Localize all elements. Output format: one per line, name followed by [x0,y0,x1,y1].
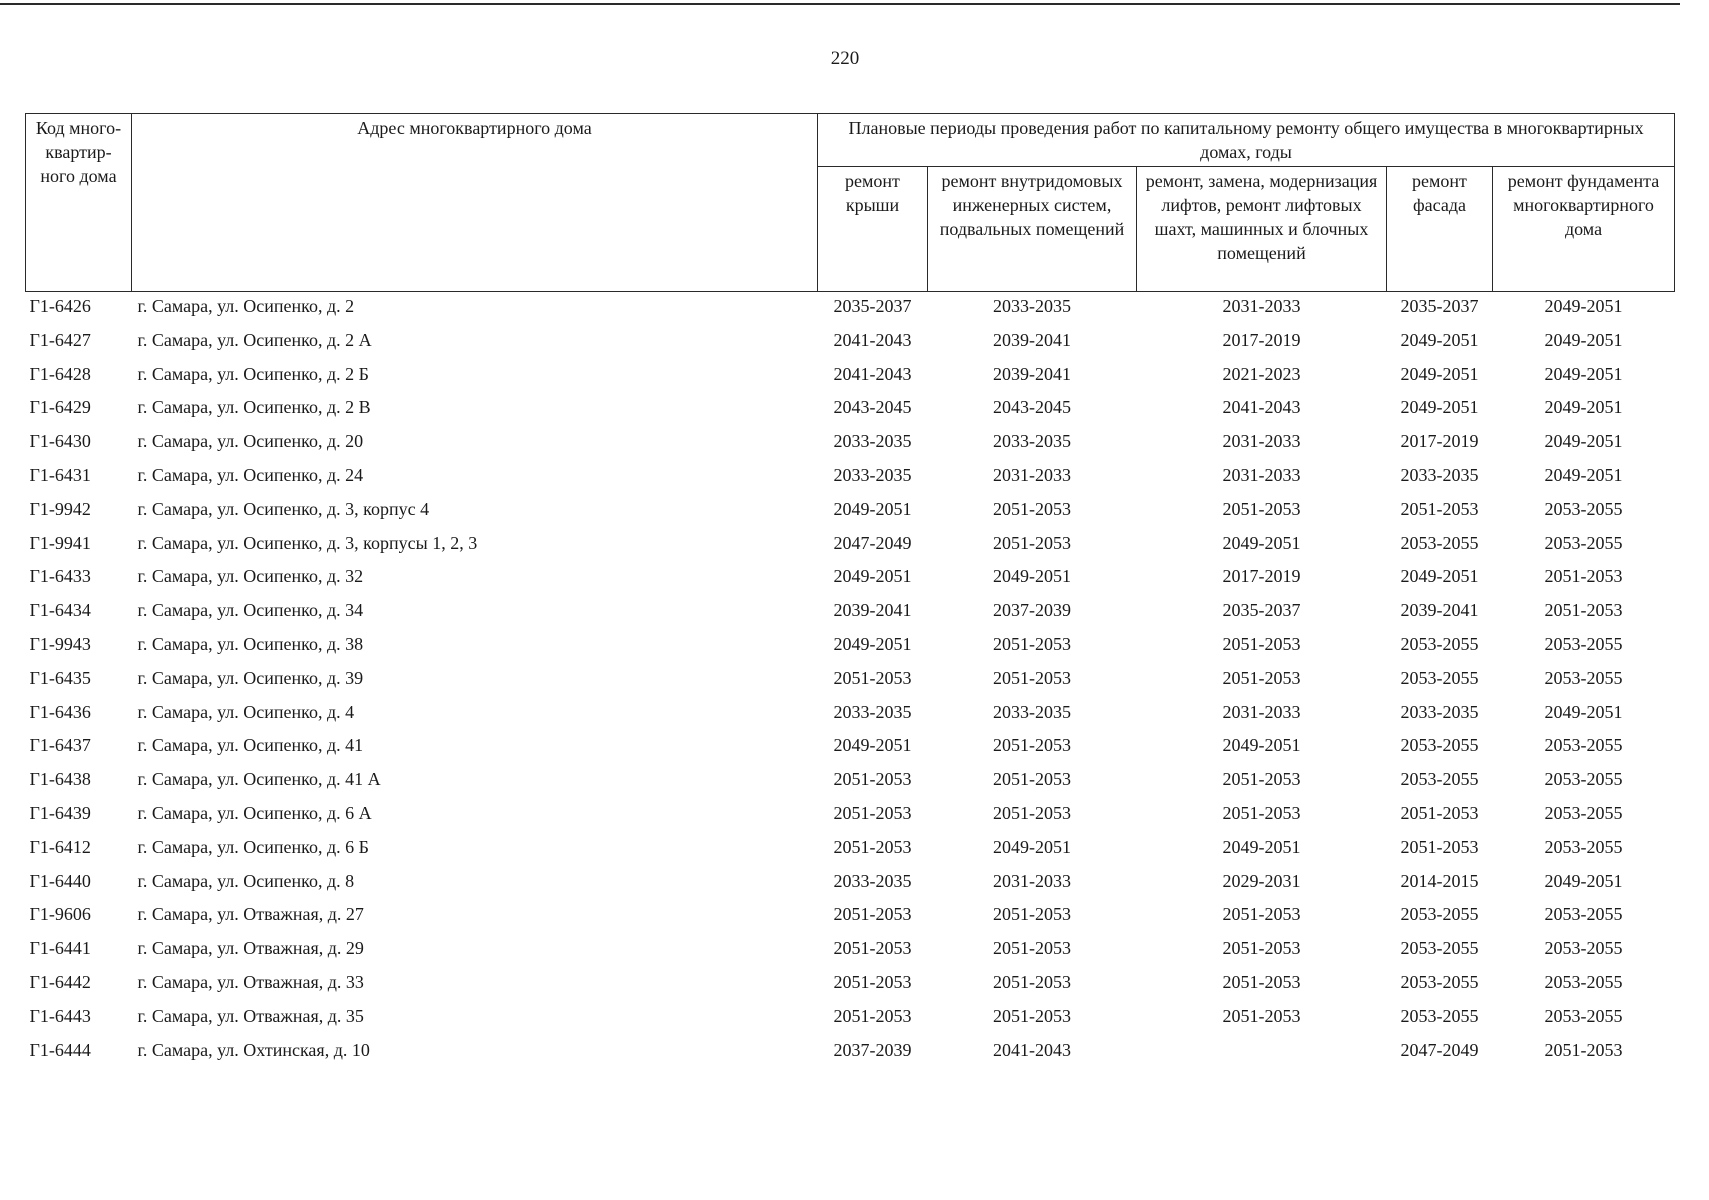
header-facade: ремонт фасада [1387,167,1493,292]
cell-engineering: 2051-2053 [993,667,1071,688]
top-rule [0,3,1680,5]
cell-engineering: 2049-2051 [993,836,1071,857]
cell-elevators: 2029-2031 [1222,870,1301,891]
cell-code: Г1-9943 [29,633,91,654]
cell-code: Г1-6440 [29,870,91,891]
header-roof: ремонт крыши [818,167,928,292]
cell-elevators: 2049-2051 [1222,532,1301,553]
cell-facade: 2049-2051 [1400,329,1479,350]
cell-elevators: 2031-2033 [1222,431,1301,452]
table-row [26,598,1675,632]
cell-engineering: 2033-2035 [993,431,1071,452]
cell-facade: 2047-2049 [1400,1039,1479,1060]
cell-facade: 2051-2053 [1400,836,1479,857]
cell-roof: 2049-2051 [833,498,912,519]
cell-elevators: 2051-2053 [1222,769,1301,790]
cell-facade: 2053-2055 [1400,769,1479,790]
cell-address: г. Самара, ул. Осипенко, д. 3, корпусы 1, 2, 3 [137,532,478,553]
cell-foundation: 2053-2055 [1544,802,1623,823]
cell-facade: 2053-2055 [1400,971,1479,992]
cell-code: Г1-6427 [29,329,91,350]
cell-facade: 2053-2055 [1400,735,1479,756]
cell-roof: 2051-2053 [833,938,912,959]
cell-address: г. Самара, ул. Осипенко, д. 3, корпус 4 [137,498,430,519]
table-row [26,666,1675,700]
cell-roof: 2049-2051 [833,735,912,756]
header-address: Адрес многоквартирного дома [132,114,818,292]
table-row [26,767,1675,801]
cell-facade: 2017-2019 [1400,431,1479,452]
table-row [26,700,1675,734]
cell-address: г. Самара, ул. Осипенко, д. 2 В [137,397,371,418]
cell-foundation: 2049-2051 [1544,397,1623,418]
cell-roof: 2041-2043 [833,363,912,384]
cell-roof: 2051-2053 [833,971,912,992]
cell-facade: 2051-2053 [1400,498,1479,519]
cell-engineering: 2039-2041 [993,329,1071,350]
cell-address: г. Самара, ул. Осипенко, д. 2 Б [137,363,369,384]
cell-roof: 2047-2049 [833,532,912,553]
cell-engineering: 2039-2041 [993,363,1071,384]
cell-engineering: 2051-2053 [993,735,1071,756]
table-row [26,1038,1675,1072]
table-row [26,869,1675,903]
cell-foundation: 2049-2051 [1544,296,1623,316]
table-header [26,114,1675,292]
cell-foundation: 2051-2053 [1544,1039,1623,1060]
table-row [26,292,1675,328]
cell-address: г. Самара, ул. Осипенко, д. 6 А [137,802,372,823]
cell-foundation: 2053-2055 [1544,498,1623,519]
cell-roof: 2051-2053 [833,802,912,823]
cell-address: г. Самара, ул. Отважная, д. 35 [137,1005,364,1026]
cell-elevators: 2017-2019 [1222,329,1301,350]
cell-code: Г1-6428 [29,363,91,384]
cell-code: Г1-6439 [29,802,91,823]
table-row [26,801,1675,835]
cell-elevators: 2031-2033 [1222,701,1301,722]
cell-elevators: 2051-2053 [1222,667,1301,688]
cell-facade: 2035-2037 [1400,296,1479,316]
table-row [26,463,1675,497]
cell-code: Г1-6438 [29,769,91,790]
table-row [26,395,1675,429]
cell-code: Г1-6431 [29,464,91,485]
cell-code: Г1-6436 [29,701,91,722]
cell-elevators: 2031-2033 [1222,464,1301,485]
cell-facade: 2053-2055 [1400,532,1479,553]
cell-address: г. Самара, ул. Осипенко, д. 8 [137,870,355,891]
cell-foundation: 2051-2053 [1544,566,1623,587]
table-row [26,970,1675,1004]
cell-address: г. Самара, ул. Охтинская, д. 10 [137,1039,370,1060]
repair-schedule-table [25,113,1675,1071]
cell-elevators: 2017-2019 [1222,566,1301,587]
cell-code: Г1-6437 [29,735,91,756]
cell-engineering: 2033-2035 [993,296,1071,316]
cell-engineering: 2051-2053 [993,769,1071,790]
table-row [26,429,1675,463]
cell-engineering: 2033-2035 [993,701,1071,722]
cell-foundation: 2049-2051 [1544,329,1623,350]
table-row [26,902,1675,936]
cell-code: Г1-6426 [29,296,91,316]
cell-roof: 2043-2045 [833,397,912,418]
cell-address: г. Самара, ул. Осипенко, д. 39 [137,667,364,688]
cell-facade: 2053-2055 [1400,667,1479,688]
cell-facade: 2049-2051 [1400,566,1479,587]
cell-elevators: 2051-2053 [1222,1005,1301,1026]
cell-engineering: 2051-2053 [993,498,1071,519]
cell-address: г. Самара, ул. Осипенко, д. 2 [137,296,355,316]
cell-elevators: 2049-2051 [1222,735,1301,756]
cell-elevators: 2051-2053 [1222,802,1301,823]
table-row [26,497,1675,531]
cell-code: Г1-9606 [29,904,91,925]
cell-elevators: 2051-2053 [1222,938,1301,959]
cell-roof: 2033-2035 [833,464,912,485]
cell-engineering: 2051-2053 [993,802,1071,823]
cell-address: г. Самара, ул. Осипенко, д. 41 [137,735,364,756]
cell-engineering: 2051-2053 [993,904,1071,925]
cell-code: Г1-6434 [29,600,91,621]
cell-engineering: 2049-2051 [993,566,1071,587]
cell-code: Г1-6444 [29,1039,91,1060]
cell-address: г. Самара, ул. Отважная, д. 29 [137,938,364,959]
cell-foundation: 2051-2053 [1544,600,1623,621]
cell-roof: 2033-2035 [833,870,912,891]
cell-code: Г1-6430 [29,431,91,452]
header-periods-group: Плановые периоды проведения работ по капитальному ремонту общего имущества в многоквартирных домах, годы [818,114,1675,167]
cell-code: Г1-6441 [29,938,91,959]
table-row [26,362,1675,396]
cell-roof: 2051-2053 [833,1005,912,1026]
cell-engineering: 2051-2053 [993,1005,1071,1026]
cell-engineering: 2051-2053 [993,971,1071,992]
cell-foundation: 2053-2055 [1544,633,1623,654]
cell-engineering: 2041-2043 [993,1039,1071,1060]
cell-foundation: 2053-2055 [1544,532,1623,553]
cell-code: Г1-6442 [29,971,91,992]
cell-roof: 2041-2043 [833,329,912,350]
cell-roof: 2039-2041 [833,600,912,621]
cell-engineering: 2051-2053 [993,633,1071,654]
cell-roof: 2051-2053 [833,769,912,790]
page-number: 220 [830,48,860,69]
cell-address: г. Самара, ул. Осипенко, д. 24 [137,464,364,485]
table-row [26,733,1675,767]
cell-address: г. Самара, ул. Осипенко, д. 4 [137,701,355,722]
cell-facade: 2053-2055 [1400,904,1479,925]
cell-foundation: 2053-2055 [1544,971,1623,992]
cell-roof: 2051-2053 [833,904,912,925]
cell-address: г. Самара, ул. Осипенко, д. 38 [137,633,364,654]
cell-facade: 2033-2035 [1400,464,1479,485]
cell-foundation: 2053-2055 [1544,769,1623,790]
cell-address: г. Самара, ул. Отважная, д. 33 [137,971,364,992]
cell-address: г. Самара, ул. Осипенко, д. 41 А [137,769,381,790]
cell-engineering: 2043-2045 [993,397,1071,418]
cell-address: г. Самара, ул. Осипенко, д. 20 [137,431,364,452]
cell-roof: 2033-2035 [833,701,912,722]
header-foundation: ремонт фундамента многоквартирного дома [1493,167,1675,292]
cell-elevators: 2041-2043 [1222,397,1301,418]
header-elevators: ремонт, замена, модернизация лифтов, ремонт лифтовых шахт, машинных и блочных помещений [1137,167,1387,292]
cell-roof: 2049-2051 [833,633,912,654]
cell-code: Г1-9942 [29,498,91,519]
cell-address: г. Самара, ул. Отважная, д. 27 [137,904,364,925]
cell-code: Г1-6412 [29,836,91,857]
cell-roof: 2033-2035 [833,431,912,452]
cell-foundation: 2049-2051 [1544,431,1623,452]
cell-elevators: 2051-2053 [1222,633,1301,654]
cell-foundation: 2049-2051 [1544,870,1623,891]
cell-facade: 2051-2053 [1400,802,1479,823]
table-row [26,936,1675,970]
cell-code: Г1-6429 [29,397,91,418]
cell-engineering: 2051-2053 [993,938,1071,959]
cell-code: Г1-6443 [29,1005,91,1026]
table-row [26,1004,1675,1038]
cell-facade: 2033-2035 [1400,701,1479,722]
cell-roof: 2035-2037 [833,296,912,316]
table-row [26,632,1675,666]
cell-elevators: 2049-2051 [1222,836,1301,857]
cell-facade: 2053-2055 [1400,1005,1479,1026]
table-row [26,531,1675,565]
cell-engineering: 2037-2039 [993,600,1071,621]
cell-foundation: 2049-2051 [1544,464,1623,485]
cell-foundation: 2053-2055 [1544,904,1623,925]
cell-address: г. Самара, ул. Осипенко, д. 2 А [137,329,372,350]
cell-elevators: 2051-2053 [1222,498,1301,519]
cell-foundation: 2053-2055 [1544,735,1623,756]
cell-foundation: 2049-2051 [1544,701,1623,722]
cell-engineering: 2031-2033 [993,870,1071,891]
cell-facade: 2049-2051 [1400,363,1479,384]
cell-roof: 2051-2053 [833,667,912,688]
cell-code: Г1-6435 [29,667,91,688]
cell-engineering: 2051-2053 [993,532,1071,553]
cell-foundation: 2053-2055 [1544,938,1623,959]
cell-facade: 2049-2051 [1400,397,1479,418]
cell-foundation: 2049-2051 [1544,363,1623,384]
cell-code: Г1-6433 [29,566,91,587]
table-row [26,328,1675,362]
cell-facade: 2053-2055 [1400,633,1479,654]
cell-roof: 2049-2051 [833,566,912,587]
table-row [26,564,1675,598]
cell-address: г. Самара, ул. Осипенко, д. 34 [137,600,364,621]
cell-elevators: 2051-2053 [1222,971,1301,992]
cell-facade: 2053-2055 [1400,938,1479,959]
cell-facade: 2039-2041 [1400,600,1479,621]
cell-address: г. Самара, ул. Осипенко, д. 6 Б [137,836,369,857]
cell-elevators: 2035-2037 [1222,600,1301,621]
cell-address: г. Самара, ул. Осипенко, д. 32 [137,566,364,587]
cell-foundation: 2053-2055 [1544,1005,1623,1026]
cell-foundation: 2053-2055 [1544,836,1623,857]
header-engineering: ремонт внутридомовых инженерных систем, подвальных помещений [928,167,1137,292]
header-code: Код много-квартир-ного дома [26,114,132,292]
cell-elevators: 2021-2023 [1222,363,1301,384]
cell-roof: 2051-2053 [833,836,912,857]
table-row [26,835,1675,869]
cell-code: Г1-9941 [29,532,91,553]
cell-elevators [1137,1038,1387,1072]
cell-elevators: 2031-2033 [1222,296,1301,316]
cell-foundation: 2053-2055 [1544,667,1623,688]
table-body [26,292,1675,1072]
cell-facade: 2014-2015 [1400,870,1479,891]
cell-engineering: 2031-2033 [993,464,1071,485]
cell-elevators: 2051-2053 [1222,904,1301,925]
cell-roof: 2037-2039 [833,1039,912,1060]
